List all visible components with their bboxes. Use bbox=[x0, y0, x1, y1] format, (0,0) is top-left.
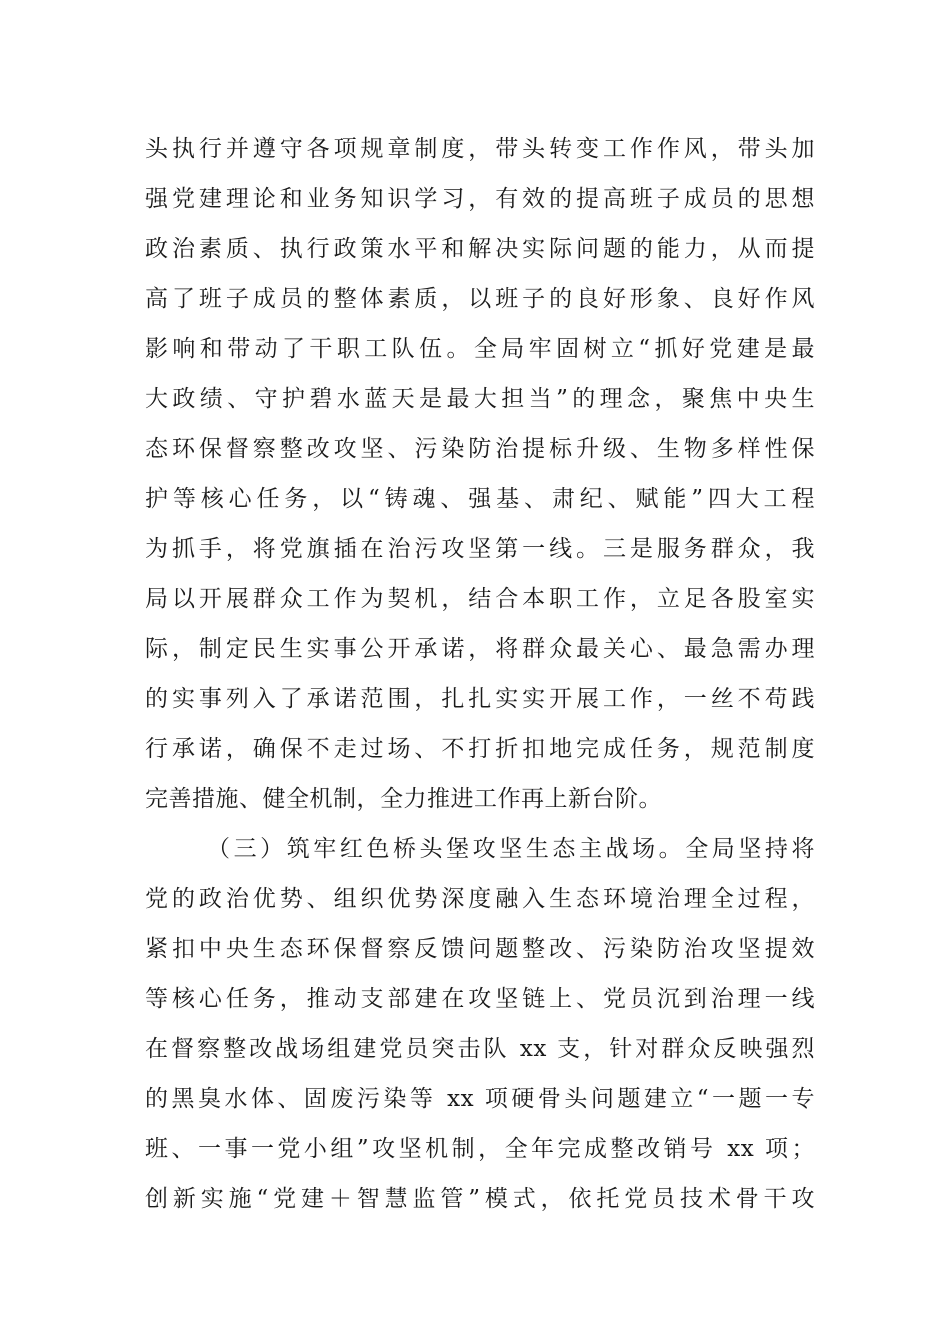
text-line: 大政绩、守护碧水蓝天是最大担当”的理念，聚焦中央生 bbox=[145, 386, 815, 412]
text-line: 紧扣中央生态环保督察反馈问题整改、污染防治攻坚提效 bbox=[145, 936, 815, 962]
section-heading-line: （三）筑牢红色桥头堡攻坚生态主战场。全局坚持将 bbox=[207, 836, 815, 862]
paragraph-end-line: 完善措施、健全机制，全力推进工作再上新台阶。 bbox=[145, 786, 662, 812]
text-line: 为抓手，将党旗插在治污攻坚第一线。三是服务群众，我 bbox=[145, 536, 815, 562]
text-line: 头执行并遵守各项规章制度，带头转变工作作风，带头加 bbox=[145, 136, 815, 162]
text-line: 行承诺，确保不走过场、不打折扣地完成任务，规范制度 bbox=[145, 736, 815, 762]
text-line: 班、一事一党小组”攻坚机制，全年完成整改销号 xx 项； bbox=[145, 1136, 815, 1162]
text-line: 党的政治优势、组织优势深度融入生态环境治理全过程， bbox=[145, 886, 815, 912]
text-line: 的实事列入了承诺范围，扎扎实实开展工作，一丝不苟践 bbox=[145, 686, 815, 712]
text-line: 强党建理论和业务知识学习，有效的提高班子成员的思想 bbox=[145, 186, 815, 212]
text-line: 影响和带动了干职工队伍。全局牢固树立“抓好党建是最 bbox=[145, 336, 815, 362]
text-line: 的黑臭水体、固废污染等 xx 项硬骨头问题建立“一题一专 bbox=[145, 1086, 815, 1112]
text-line: 态环保督察整改攻坚、污染防治提标升级、生物多样性保 bbox=[145, 436, 815, 462]
text-line: 高了班子成员的整体素质，以班子的良好形象、良好作风 bbox=[145, 286, 815, 312]
text-line: 在督察整改战场组建党员突击队 xx 支，针对群众反映强烈 bbox=[145, 1036, 815, 1062]
body-text bbox=[145, 124, 815, 1224]
text-line: 政治素质、执行政策水平和解决实际问题的能力，从而提 bbox=[145, 236, 815, 262]
text-line: 际，制定民生实事公开承诺，将群众最关心、最急需办理 bbox=[145, 636, 815, 662]
text-line: 局以开展群众工作为契机，结合本职工作，立足各股室实 bbox=[145, 586, 815, 612]
text-line: 护等核心任务，以“铸魂、强基、肃纪、赋能”四大工程 bbox=[145, 486, 815, 512]
text-line: 创新实施“党建＋智慧监管”模式，依托党员技术骨干攻 bbox=[145, 1186, 815, 1212]
text-line: 等核心任务，推动支部建在攻坚链上、党员沉到治理一线 bbox=[145, 986, 815, 1012]
